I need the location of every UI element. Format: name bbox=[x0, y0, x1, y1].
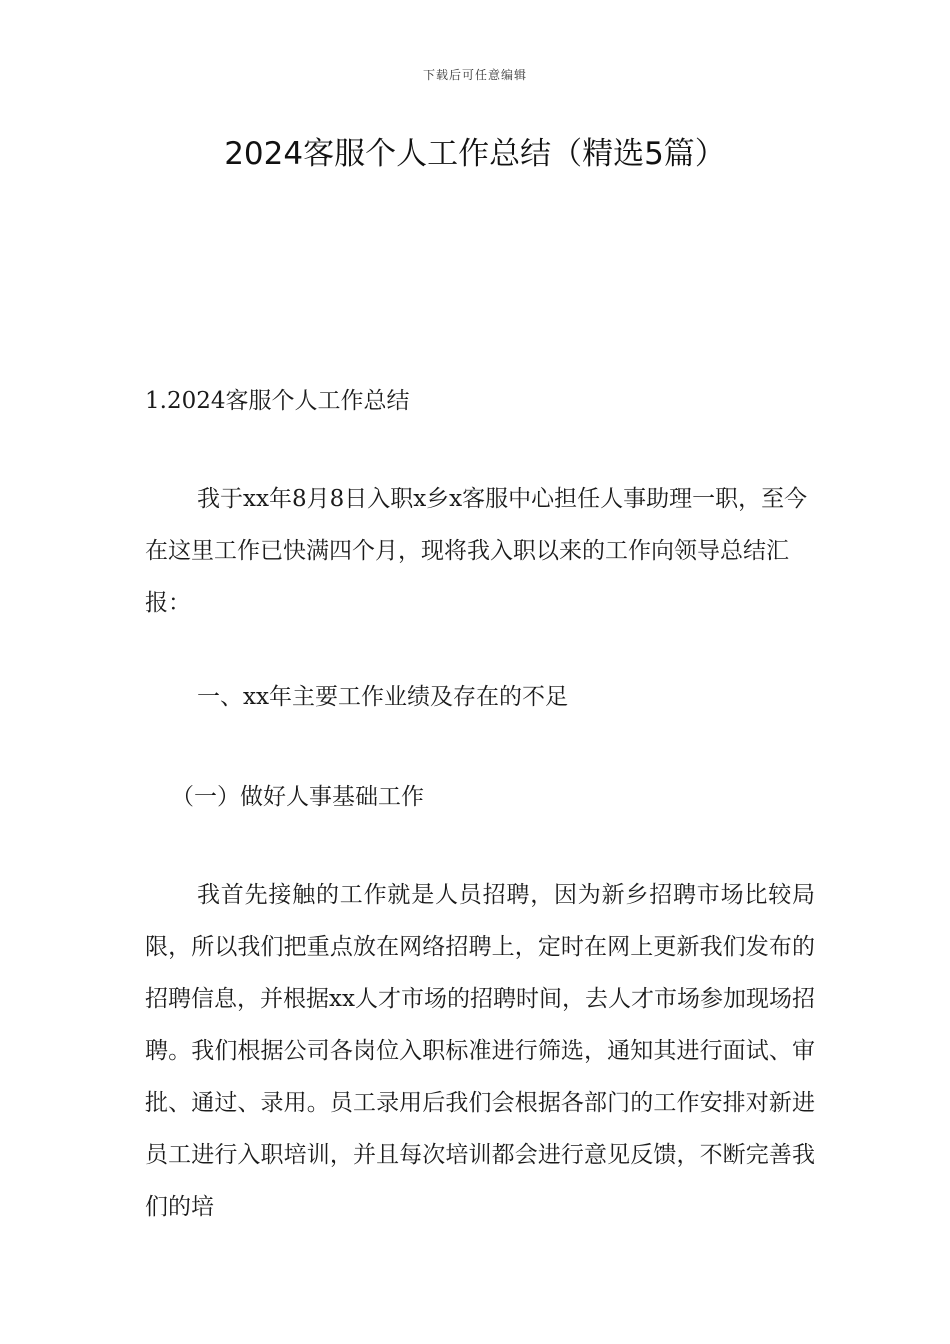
heading-level-3: （一）做好人事基础工作 bbox=[171, 784, 424, 810]
heading-level-2: 一、xx年主要工作业绩及存在的不足 bbox=[197, 684, 568, 710]
section-heading: 1.2024客服个人工作总结 bbox=[145, 388, 410, 414]
paragraph-intro: 我于xx年8月8日入职x乡x客服中心担任人事助理一职，至今在这里工作已快满四个月，现将我入职以来的工作向领导总结汇报： bbox=[145, 486, 808, 616]
header-note: 下载后可任意编辑 bbox=[422, 68, 527, 82]
document-title: 2024客服个人工作总结（精选5篇） bbox=[224, 136, 726, 172]
paragraph-recruitment: 我首先接触的工作就是人员招聘，因为新乡招聘市场比较局限，所以我们把重点放在网络招聘上，定时在网上更新我们发布的招聘信息，并根据xx人才市场的招聘时间，去人才市场参加现场招聘。我们根据公司各岗位入职标准进行筛选，通知其进行面试、审批、通过、录用。员工录用后我们会根据各部门的工作安排对新进员工进行入职培训，并且每次培训都会进行意见反馈，不断完善我们的培 bbox=[145, 882, 815, 1220]
